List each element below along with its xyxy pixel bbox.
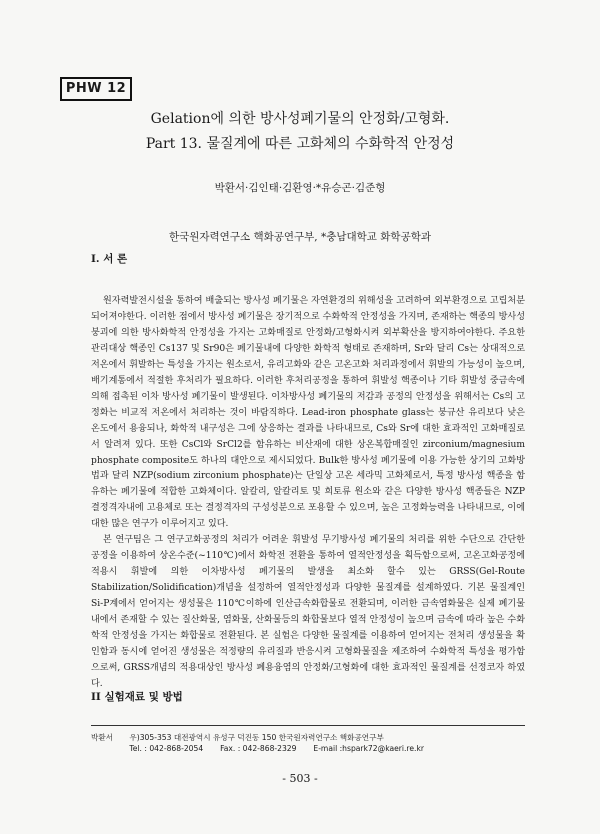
section-heading-introduction: I. 서 론	[91, 253, 128, 265]
contact-fax: Fax. : 042-868-2329	[220, 744, 297, 753]
contact-address: 우)305-353 대전광역시 유성구 덕진동 150 한국원자력연구소 핵화공연구부	[129, 733, 384, 742]
footer-divider	[91, 725, 525, 726]
section-heading-methods: II 실험재료 및 방법	[91, 691, 183, 703]
footnote-contact	[91, 732, 531, 754]
paragraph-2: 본 연구팀은 그 연구고화공정의 처리가 어려운 휘발성 무기방사성 폐기물의 처리를 위한 수단으로 간단한 공정을 이용하여 상온수준(~110℃)에서 화학전 전환을 통하여 열적안정성을 획득함으로써, 고온고화공정에 적용시 휘발에 의한 이차방사성 폐기물의 발생을 최소화 할수 있는 GRSS(Gel-Route Stabilization/Solidification)개념을 설정하여 열적안정성과 다양한 물질계를 설계하였다. 기본 물질계인 Si-P계에서 얻어지는 생성물은 110℃이하에 인산금속화합물로 전환되며, 이러한 금속염화물은 실제 폐기물내에서 존재할 수 있는 질산화물, 염화물, 산화물등의 화합물보다 열적 안정성이 높으며 금속에 따라 높은 수화학적 안정성을 가지는 화합물로 전환된다. 본 실험은 다양한 물질계를 이용하여 얻어지는 전처리 생성물을 확인함과 동시에 얻어진 생성물은 적정량의 유리질과 반응시켜 고형화물질을 제조하여 수화학적 특성을 평가함으로써, GRSS개념의 적용대상인 방사성 폐용융염의 안정화/고형화에 대한 효과적인 물질계를 선정코자 하였다.	[91, 535, 525, 689]
contact-tel: Tel. : 042-868-2054	[129, 744, 204, 753]
page-number: - 503 -	[282, 772, 318, 785]
paragraph-1: 원자력발전시설을 통하여 배출되는 방사성 폐기물은 자연환경의 위해성을 고려하여 외부환경으로 고립처분 되어져야한다. 이러한 점에서 방사성 폐기물은 장기적으로 수화학적 안정성을 가지며, 존재하는 핵종의 방사성붕괴에 의한 방사화학적 안정성을 가지는 고화매질로 안정화/고형화시켜 외부확산을 방지하여야한다. 주요한 관리대상 핵종인 Cs137 및 Sr90은 폐기물내에 다양한 화학적 형태로 존재하며, Sr와 달리 Cs는 상대적으로 저온에서 휘발하는 특성을 가지는 원소로서, 유리고화와 같은 고온고화 처리과정에서 휘발의 가능성이 높으며, 배기계통에서 적절한 후처리가 필요하다. 이러한 후처리공정을 통하여 휘발성 핵종이나 기타 휘발성 중금속에 의해 접촉된 이차 방사성 폐기물이 발생된다. 이차방사성 폐기물의 저감과 공정의 안정성을 위해서는 Cs의 고정화는 비교적 저온에서 처리하는 것이 바람직하다. Lead-iron phosphate glass는 붕규산 유리보다 낮은 온도에서 용융되나, 화학적 내구성은 그에 상응하는 결과를 나타내므로, Cs와 Sr에 대한 효과적인 고화매질로서 알려져 있다. 또한 CsCl와 SrCl2를 함유하는 비산재에 대한 상온복합매질인 zirconium/magnesium phosphate composite도 하나의 대안으로 제시되었다. Bulk한 방사성 폐기물에 이용 가능한 상기의 고화방법과 달리 NZP(sodium zirconium phosphate)는 단일상 고온 세라믹 고화체로서, 특정 방사성 핵종을 함유하는 폐기물에 적합한 고화체이다. 알칼리, 알칼리토 및 희토류 원소와 같은 다양한 방사성 핵종들은 NZP 결정격자내에 고용체로 또는 결정격자의 구성성분으로 포용할 수 있으며, 높은 고정화능력을 나타내므로, 이에 대한 많은 연구가 이루어지고 있다.	[91, 296, 525, 530]
session-code-badge: PHW 12	[60, 77, 132, 101]
author-list: 박환서·김인태·김환영·*유승곤·김준형	[214, 182, 386, 194]
contact-email: E-mail :hspark72@kaeri.re.kr	[313, 744, 424, 753]
affiliation: 한국원자력연구소 핵화공연구부, *충남대학교 화학공학과	[168, 231, 432, 243]
paper-title-line1: Gelation에 의한 방사성폐기물의 안정화/고형화.	[150, 111, 450, 127]
contact-name: 박환서	[91, 733, 114, 742]
paper-title-line2: Part 13. 물질계에 따른 고화체의 수화학적 안정성	[145, 136, 455, 152]
introduction-body	[91, 294, 525, 693]
